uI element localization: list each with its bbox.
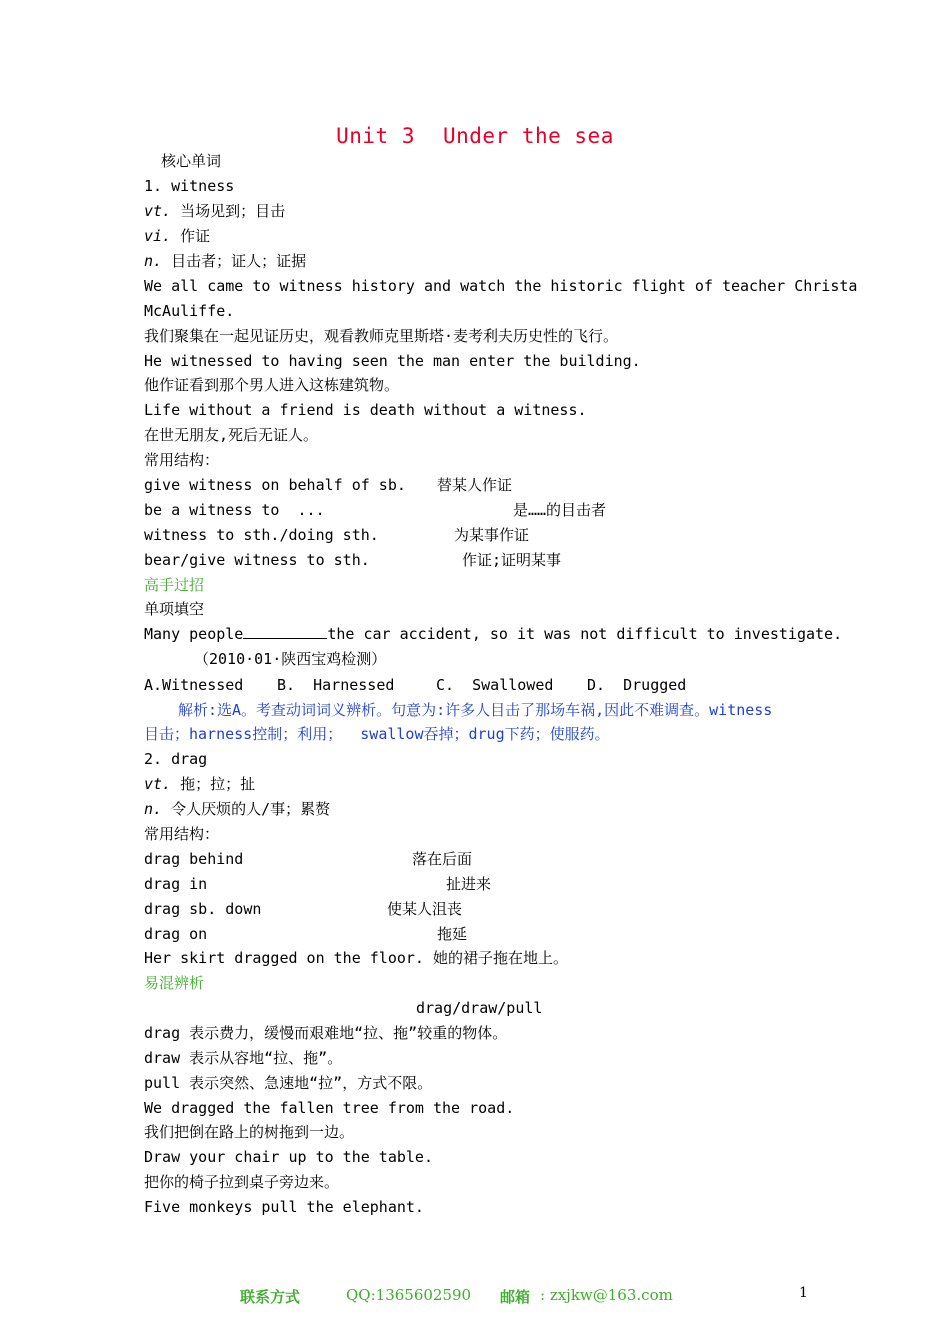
structure-phrase: drag on: [144, 925, 208, 943]
quiz-option: C. Swallowed: [436, 676, 554, 694]
example-en: He witnessed to having seen the man enter the building.: [144, 352, 641, 370]
compare-line: draw 表示从容地“拉、拖”。: [144, 1049, 343, 1067]
structure-phrase: be a witness to ...: [144, 501, 325, 519]
structure-label: 常用结构：: [144, 825, 220, 843]
structure-phrase: bear/give witness to sth.: [144, 551, 370, 569]
answer-blank: [243, 624, 327, 639]
quiz-option: B. Harnessed: [277, 676, 395, 694]
compare-line: drag 表示费力，缓慢而艰难地“拉、拖”较重的物体。: [144, 1024, 508, 1042]
quiz-option: A.Witnessed: [144, 676, 244, 694]
example-en: Life without a friend is death without a witness.: [144, 401, 587, 419]
structure-meaning: 为某事作证: [454, 526, 530, 544]
footer-mail-label: 邮箱: [500, 1288, 531, 1306]
definition-vt: vt. 当场见到；目击: [144, 202, 286, 220]
section-core-words: 核心单词: [161, 152, 222, 170]
footer-qq: QQ:1365602590: [346, 1286, 472, 1304]
quiz-option: D. Drugged: [587, 676, 687, 694]
compare-line: Five monkeys pull the elephant.: [144, 1198, 424, 1216]
compare-line: pull 表示突然、急速地“拉”，方式不限。: [144, 1074, 433, 1092]
page-number: 1: [799, 1285, 808, 1301]
quiz-source: （2010·01·陕西宝鸡检测）: [194, 650, 387, 668]
word-heading-drag: 2. drag: [144, 750, 208, 768]
definition-n: n. 令人厌烦的人/事；累赘: [144, 800, 331, 818]
word-heading-witness: 1. witness: [144, 177, 235, 195]
definition-vt: vt. 拖；拉；扯: [144, 775, 256, 793]
structure-meaning: 替某人作证: [437, 476, 513, 494]
structure-meaning: 落在后面: [412, 850, 473, 868]
structure-meaning: 是……的目击者: [513, 501, 607, 519]
structure-meaning: 作证;证明某事: [462, 551, 562, 569]
structure-meaning: 扯进来: [446, 875, 492, 893]
example-zh: 他作证看到那个男人进入这栋建筑物。: [144, 376, 400, 394]
footer-contact-label: 联系方式: [240, 1288, 301, 1306]
compare-line: Draw your chair up to the table.: [144, 1148, 433, 1166]
quiz-label: 单项填空: [144, 600, 205, 618]
title-topic: Under the sea: [442, 124, 614, 148]
definition-vi: vi. 作证: [144, 227, 211, 245]
example-en: We all came to witness history and watch the historic flight of teacher Christa: [144, 277, 858, 295]
structure-meaning: 拖延: [437, 925, 468, 943]
footer-mail: : zxjkw@163.com: [540, 1286, 673, 1304]
structure-phrase: give witness on behalf of sb.: [144, 476, 406, 494]
example-line: Her skirt dragged on the floor. 她的裙子拖在地上。: [144, 949, 568, 967]
compare-line: 把你的椅子拉到桌子旁边来。: [144, 1173, 340, 1191]
section-expert: 高手过招: [144, 576, 205, 594]
quiz-analysis: 解析:选A。考查动词词义辨析。句意为:许多人目击了那场车祸,因此不难调查。witness: [178, 701, 773, 719]
structure-phrase: drag in: [144, 875, 208, 893]
title-unit: Unit 3: [336, 124, 415, 148]
structure-phrase: drag sb. down: [144, 900, 262, 918]
quiz-stem: Many people the car accident, so it was not difficult to investigate.: [144, 625, 843, 643]
structure-label: 常用结构：: [144, 451, 220, 469]
compare-heading: drag/draw/pull: [416, 999, 543, 1017]
compare-line: We dragged the fallen tree from the road.: [144, 1099, 515, 1117]
structure-phrase: witness to sth./doing sth.: [144, 526, 379, 544]
example-zh: 我们聚集在一起见证历史，观看教师克里斯塔·麦考利夫历史性的飞行。: [144, 327, 619, 345]
example-zh: 在世无朋友,死后无证人。: [144, 426, 319, 444]
example-en: McAuliffe.: [144, 302, 235, 320]
quiz-analysis: 目击；harness控制；利用； swallow吞掉；drug下药；使服药。: [144, 725, 610, 743]
definition-n: n. 目击者；证人；证据: [144, 252, 307, 270]
structure-meaning: 使某人沮丧: [387, 900, 463, 918]
structure-phrase: drag behind: [144, 850, 244, 868]
page-title: [0, 124, 950, 148]
section-confusables: 易混辨析: [144, 974, 205, 992]
compare-line: 我们把倒在路上的树拖到一边。: [144, 1123, 355, 1141]
